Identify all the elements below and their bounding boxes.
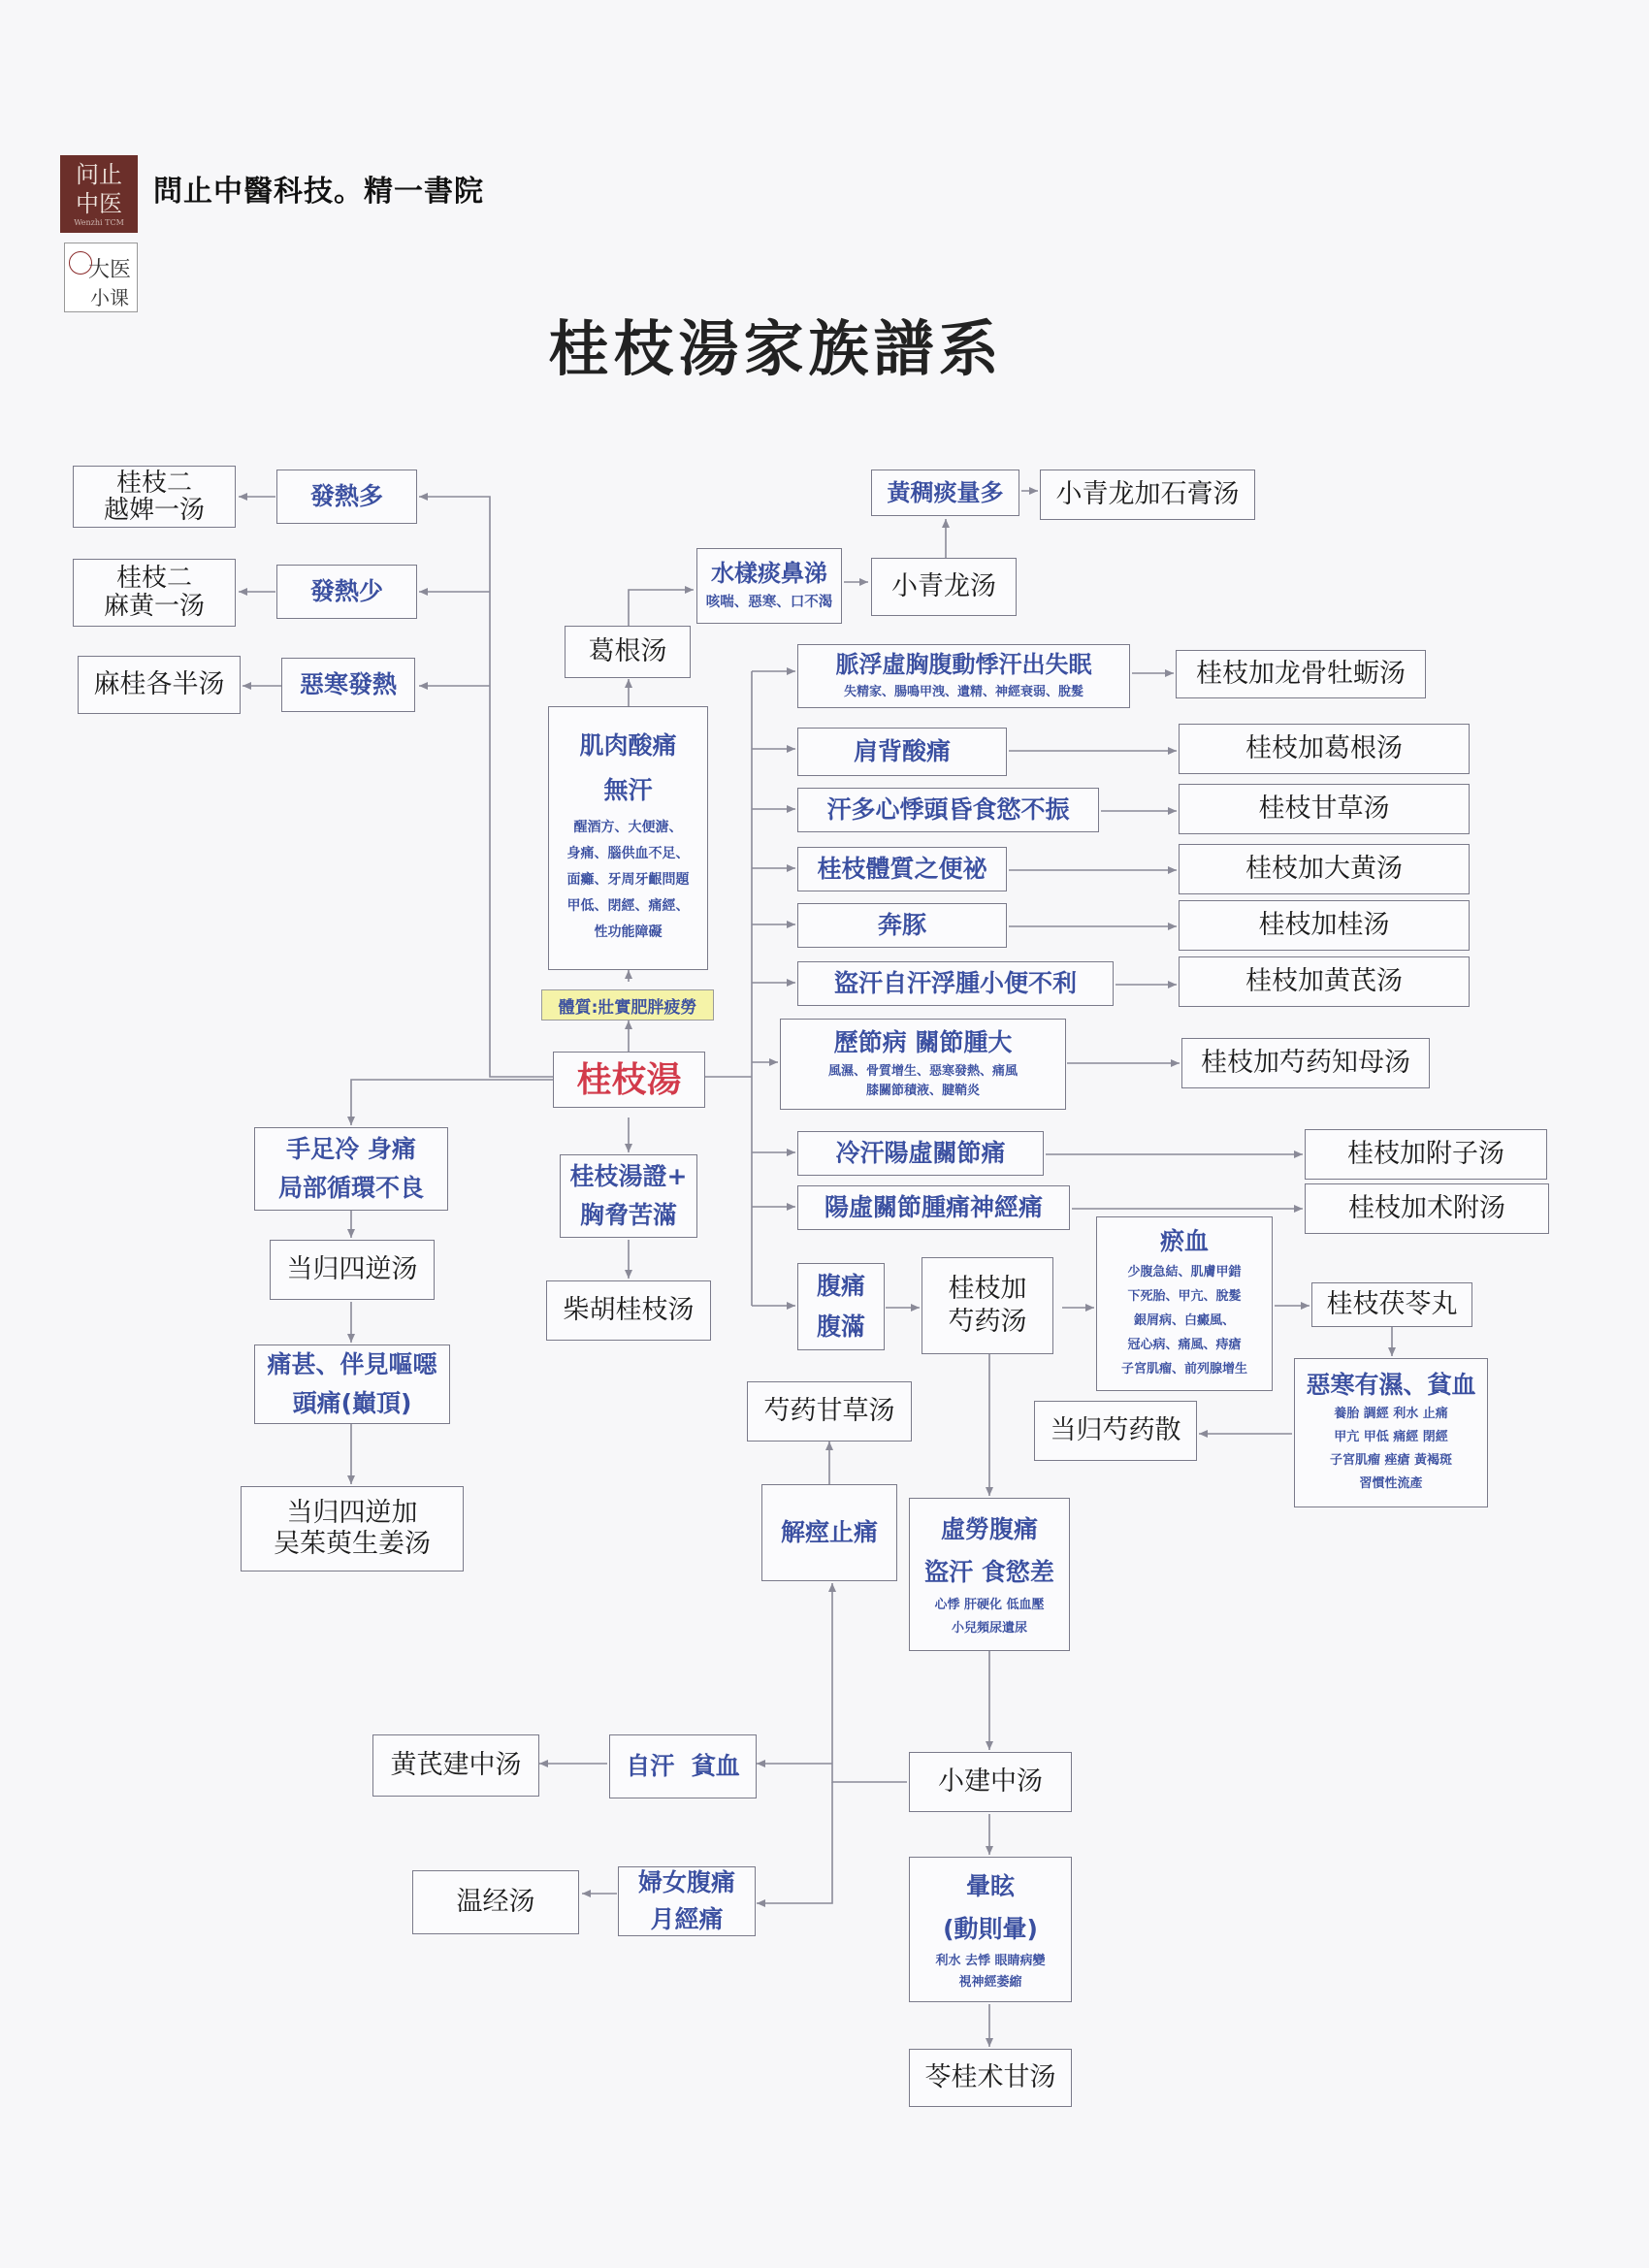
symptom-line: 肌肉酸痛 [579, 731, 677, 761]
symptom-line: 月經痛 [650, 1905, 724, 1933]
symptom-label: 盜汗自汗浮腫小便不利 [833, 969, 1077, 998]
logo-line-2: 中医 [76, 190, 122, 217]
symptom-detail: 視神經萎縮 [958, 1975, 1022, 1990]
formula-label: 桂枝加芍药知母汤 [1201, 1048, 1410, 1079]
symptom-line: 手足冷 身痛 [286, 1135, 416, 1163]
symptom-detail: 小兒頻尿遺尿 [951, 1621, 1027, 1636]
symptom-detail: 風濕、骨質增生、惡寒發熱、痛風 [827, 1063, 1018, 1079]
formula-line: 越婢一汤 [103, 496, 205, 525]
formula-line: 麻黄一汤 [103, 592, 205, 621]
formula-danggui-sini [270, 1240, 435, 1300]
formula-line: 麻桂各半汤 [93, 669, 225, 700]
formula-line: 桂枝加 [948, 1274, 1027, 1304]
formula-jiagui [1179, 900, 1470, 951]
formula-line: 吴茱萸生姜汤 [274, 1529, 431, 1559]
formula-line: 桂枝二 [115, 564, 192, 593]
symptom-line: 頭痛(巔頂) [292, 1389, 412, 1417]
symptom-label: 冷汗陽虛關節痛 [835, 1139, 1006, 1168]
symptom-blood-stasis [1096, 1216, 1273, 1391]
symptom-yellow-phlegm [871, 470, 1019, 516]
formula-label: 桂枝加桂汤 [1258, 910, 1390, 941]
symptom-line: 盜汗 食慾差 [924, 1558, 1054, 1586]
center-label: 桂枝湯 [576, 1059, 682, 1100]
symptom-constipation [797, 847, 1007, 891]
symptom-line: (動則暈) [943, 1915, 1038, 1943]
formula-guizhi-fuling [1311, 1282, 1472, 1327]
symptom-chest-fullness [560, 1154, 697, 1238]
symptom-title: 脈浮虛胸腹動悸汗出失眠 [835, 650, 1092, 678]
symptom-muscle-ache [548, 706, 708, 970]
brand-name: 問止中醫科技。精一書院 [153, 175, 484, 209]
formula-label: 黄芪建中汤 [390, 1750, 522, 1781]
symptom-joint-swelling [780, 1019, 1066, 1110]
formula-label: 苓桂术甘汤 [924, 2062, 1056, 2093]
symptom-title: 瘀血 [1159, 1226, 1209, 1255]
symptom-title: 歷節病 關節腫大 [833, 1028, 1013, 1057]
symptom-cold-limbs [254, 1127, 448, 1211]
constitution-note [541, 989, 714, 1021]
formula-label: 葛根汤 [588, 636, 667, 667]
formula-label: 桂枝加黄芪汤 [1245, 966, 1403, 997]
formula-fuzi [1305, 1129, 1547, 1180]
symptom-label: 奔豚 [877, 911, 926, 940]
formula-label: 温经汤 [456, 1887, 535, 1918]
symptom-cold-sweat [797, 1131, 1044, 1176]
symptom-line: 桂枝湯證+ [569, 1162, 688, 1190]
symptom-detail: 失精家、腸鳴甲洩、遺精、神經衰弱、脫髮 [843, 684, 1083, 699]
symptom-title: 水樣痰鼻涕 [711, 559, 827, 587]
formula-label: 当归芍药散 [1050, 1415, 1181, 1446]
formula-label: 芍药甘草汤 [763, 1396, 895, 1427]
symptom-detail: 冠心病、痛風、痔瘡 [1127, 1338, 1242, 1353]
symptom-yang-deficiency-pain [797, 1185, 1070, 1230]
formula-xiaojianzhong [909, 1752, 1072, 1812]
center-guizhitang [553, 1052, 705, 1108]
formula-zhu-fu [1305, 1183, 1549, 1234]
symptom-severe-headache [254, 1345, 450, 1424]
formula-dahuang [1179, 844, 1470, 894]
symptom-line: 婦女腹痛 [637, 1868, 735, 1896]
symptom-label: 自汗 貧血 [626, 1752, 740, 1781]
symptom-sweat-palpitation [797, 788, 1099, 832]
symptom-line: 暈眩 [965, 1872, 1015, 1900]
formula-guizhi-shaoyao [922, 1257, 1053, 1354]
symptom-detail: 甲低、閉經、痛經、 [566, 897, 690, 914]
formula-chaihu-guizhi [546, 1280, 711, 1341]
formula-label: 桂枝加龙骨牡蛎汤 [1196, 659, 1406, 690]
formula-shaoyao-gancao [747, 1381, 912, 1442]
symptom-label: 汗多心悸頭昏食慾不振 [826, 795, 1070, 825]
formula-label: 桂枝甘草汤 [1258, 794, 1390, 825]
symptom-detail: 銀屑病、白癜風、 [1133, 1313, 1235, 1329]
symptom-detail: 利水 去悸 眼睛病變 [935, 1954, 1046, 1968]
symptom-cold-damp-anemia [1294, 1358, 1488, 1507]
symptom-detail: 心悸 肝硬化 低血壓 [934, 1598, 1045, 1612]
formula-line: 当归四逆加 [286, 1498, 418, 1528]
formula-label: 小青龙加石膏汤 [1055, 479, 1240, 510]
symptom-detail: 下死胎、甲亢、脫髮 [1127, 1289, 1242, 1305]
symptom-detail: 甲亢 甲低 痛經 閉經 [1334, 1429, 1448, 1444]
logo-line-1: 问止 [76, 161, 122, 188]
formula-label: 小建中汤 [938, 1766, 1043, 1798]
formula-longgu-muli [1176, 650, 1426, 698]
formula-label: 当归四逆汤 [286, 1254, 418, 1285]
formula-gz2-yb1 [73, 466, 236, 528]
formula-huangqi [1179, 956, 1470, 1007]
formula-danggui-shaoyao [1034, 1401, 1197, 1461]
formula-gegentang [565, 626, 691, 678]
symptom-abdominal-pain [797, 1263, 885, 1350]
symptom-shoulder-back [797, 728, 1007, 776]
symptom-label: 發熱多 [309, 482, 383, 511]
symptom-antispasm [761, 1484, 897, 1581]
symptom-label: 惡寒發熱 [299, 670, 397, 699]
formula-gz2-mh1 [73, 559, 236, 627]
badge-line-2: 小课 [90, 286, 129, 309]
formula-line: 芍药汤 [948, 1307, 1027, 1337]
symptom-detail: 子宮肌瘤 痤瘡 黃褐斑 [1329, 1452, 1453, 1468]
formula-gegen [1179, 724, 1470, 774]
formula-label: 桂枝加术附汤 [1348, 1193, 1505, 1224]
formula-danggui-sini-plus [241, 1486, 464, 1571]
formula-xiaoqinglongtang [871, 558, 1017, 616]
symptom-line: 腹痛 [816, 1272, 865, 1300]
symptom-watery-phlegm [696, 548, 842, 624]
symptom-label: 陽虛關節腫痛神經痛 [824, 1193, 1043, 1222]
symptom-detail: 少腹急結、肌膚甲錯 [1127, 1265, 1242, 1280]
formula-label: 桂枝加大黄汤 [1245, 854, 1403, 885]
symptom-label: 肩背酸痛 [853, 737, 951, 766]
symptom-detail: 養胎 調經 利水 止痛 [1334, 1406, 1448, 1421]
symptom-line: 痛甚、伴見嘔噁 [267, 1350, 437, 1378]
page-title: 桂枝湯家族譜系 [548, 313, 1004, 384]
formula-label: 小青龙汤 [891, 571, 996, 602]
symptom-bentun [797, 903, 1007, 948]
formula-gancao [1179, 784, 1470, 834]
symptom-dizziness [909, 1857, 1072, 2002]
symptom-fever-low [276, 565, 417, 619]
badge-line-1: 大医 [88, 258, 132, 282]
symptom-women-pain [618, 1866, 756, 1936]
formula-label: 桂枝加附子汤 [1347, 1139, 1504, 1170]
formula-huangqi-jianzhong [372, 1734, 539, 1797]
formula-maguigebantang [78, 656, 241, 714]
symptom-detail: 身痛、腦供血不足、 [566, 845, 690, 861]
formula-shaoyao-zhimu [1181, 1038, 1430, 1088]
symptom-detail: 醒酒方、大便溏、 [573, 819, 683, 835]
formula-xqlt-gypsum [1040, 470, 1255, 520]
symptom-detail: 面癱、牙周牙齦問題 [566, 871, 690, 888]
logo-small-text: Wenzhi TCM [74, 218, 124, 227]
symptom-line: 無汗 [603, 775, 653, 804]
symptom-detail: 咳喘、惡寒、口不渴 [705, 594, 833, 610]
symptom-detail: 習慣性流產 [1359, 1475, 1423, 1491]
symptom-label: 黃稠痰量多 [887, 479, 1004, 506]
symptom-line: 腹滿 [816, 1312, 865, 1341]
symptom-line: 局部循環不良 [277, 1174, 424, 1202]
symptom-detail: 膝關節積液、腱鞘炎 [865, 1083, 980, 1098]
symptom-fever-high [276, 470, 417, 524]
symptom-label: 發熱少 [309, 577, 383, 606]
symptom-deficiency-pain [909, 1498, 1070, 1651]
formula-wenjing [412, 1870, 579, 1934]
symptom-line: 虛勞腹痛 [940, 1515, 1038, 1543]
formula-label: 桂枝茯苓丸 [1326, 1289, 1458, 1320]
symptom-sweat-anemia [609, 1734, 757, 1798]
symptom-chill-fever [281, 658, 415, 712]
constitution-label: 體質:壯實肥胖疲勞 [558, 997, 697, 1018]
symptom-detail: 子宮肌瘤、前列腺增生 [1120, 1362, 1247, 1377]
symptom-detail: 性功能障礙 [594, 923, 663, 940]
wenzhi-logo [60, 155, 138, 233]
symptom-title: 惡寒有濕、貧血 [1306, 1371, 1476, 1400]
symptom-night-sweat [797, 961, 1114, 1006]
formula-lingui-zhugan [909, 2049, 1072, 2107]
symptom-pulse-palpitation [797, 644, 1130, 708]
symptom-label: 解痙止痛 [780, 1518, 878, 1547]
formula-label: 桂枝加葛根汤 [1245, 733, 1403, 764]
formula-line: 桂枝二 [115, 469, 192, 498]
formula-label: 柴胡桂枝汤 [563, 1295, 695, 1326]
symptom-label: 桂枝體質之便祕 [817, 855, 987, 884]
symptom-line: 胸脅苦滿 [579, 1201, 677, 1229]
